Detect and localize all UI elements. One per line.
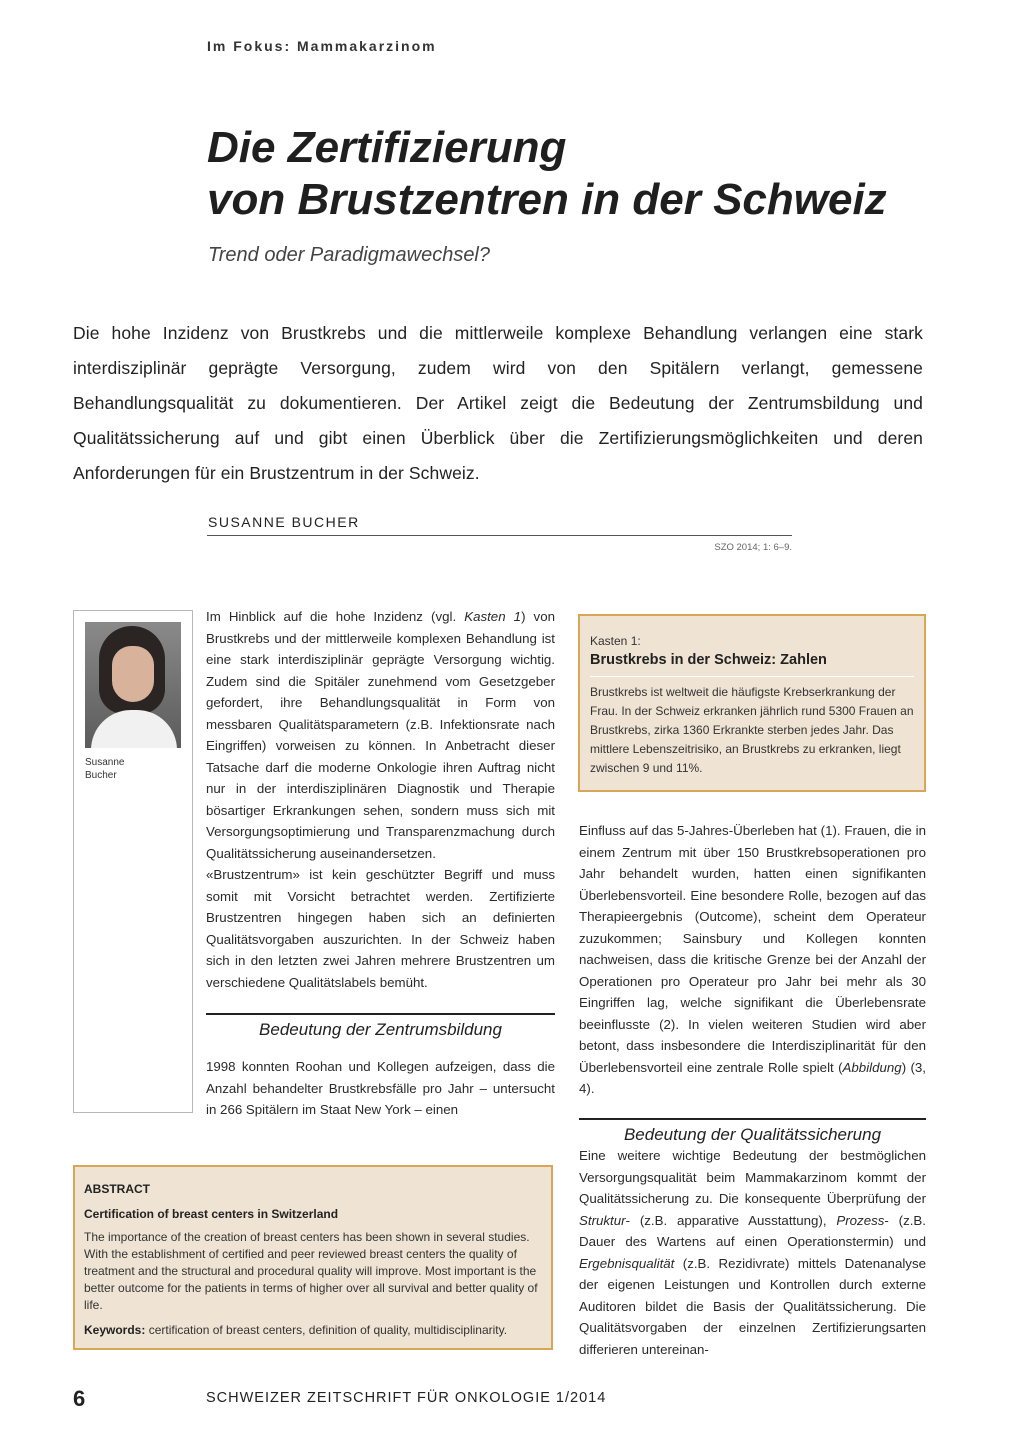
caption-first-name: Susanne [85, 757, 125, 768]
title-line-2: von Brustzentren in der Schweiz [207, 175, 887, 224]
column-1-top [206, 606, 555, 1041]
column-2 [579, 820, 926, 1360]
article-subtitle: Trend oder Paradigmawechsel? [208, 244, 491, 266]
abstract-keywords: Keywords: certification of breast centers, definition of quality, multidisciplinarity. [84, 1323, 508, 1337]
journal-name: SCHWEIZER ZEITSCHRIFT FÜR ONKOLOGIE 1/2014 [206, 1390, 607, 1406]
author-rule [207, 535, 792, 536]
kasten-ref: Kasten 1 [464, 609, 522, 624]
article-title [207, 122, 887, 226]
body-paragraph: «Brustzentrum» ist kein geschützter Begriff und muss somit mit Vorsicht betrachtet werden. Zertifizierte Brustzentren hingegen haben sich an definierten Qualitätsvorgaben auszurichten. In der Schweiz haben sich in den letzten zwei Jahren mehrere Brustzentren um verschiedene Qualitätslabels bemüht. [206, 867, 555, 990]
title-line-1: Die Zertifizierung [207, 123, 567, 172]
author-photo [85, 622, 181, 748]
abstract-title: Certification of breast centers in Switzerland [84, 1207, 339, 1221]
body-paragraph: Eine weitere wichtige Bedeutung der bestmöglichen Versorgungsqualität beim Mammakarzinom kommt der Qualitätssicherung zu. Die konsequente Überprüfung der Struktur- (z.B. apparative Ausstattung), Prozess- (z.B. Dauer des Wartens auf einen Operationstermin) und Ergebnisqualität (z.B. Rezidivrate) mittels Datenanalyse der eigenen Leistungen und Kontrollen durch externe Auditoren bildet die Basis der Qualitätssicherung. Die Qualitätsvorgaben der einzelnen Zertifizierungsarten differieren untereinan- [579, 1148, 926, 1357]
caption-last-name: Bucher [85, 770, 117, 781]
subhead-rule [206, 1013, 555, 1015]
kasten-rule [590, 676, 914, 677]
figure-ref: Abbildung [842, 1059, 902, 1075]
body-paragraph: Einfluss auf das 5-Jahres-Überleben hat (1). Frauen, die in einem Zentrum mit über 150 Brustkrebsoperationen pro Jahr behandelt wurden, hatten einen signifikanten Überlebensvorteil. Eine besondere Rolle, bezogen auf das Therapieergebnis (Outcome), scheint dem Operateur zuzukommen; Sainsbury und Kollegen konnten nachweisen, dass die kritische Grenze bei der Anzahl der Operationen pro Operateur pro Jahr bei mehr als 30 Eingriffen lag, welche signifikant die Überlebensrate beeinflusste (2). In vielen weiteren Studien wird aber betont, dass insbesondere die Interdisziplinarität für den Überlebensvorteil eine zentrale Rolle spielt (Abbildung) (3, 4). [579, 823, 926, 1096]
subhead-zentrumsbildung: Bedeutung der Zentrumsbildung [259, 1020, 502, 1039]
author-name: SUSANNE BUCHER [208, 514, 360, 530]
page-number: 6 [73, 1386, 86, 1411]
abstract-heading: ABSTRACT [84, 1182, 150, 1196]
lead-paragraph: Die hohe Inzidenz von Brustkrebs und die mittlerweile komplexe Behandlung verlangen eine stark interdisziplinär geprägte Versorgung, zudem wird von den Spitälern verlangt, gemessene Behandlungsqualität zu dokumentieren. Der Artikel zeigt die Bedeutung der Zentrumsbildung und Qualitätssicherung auf und gibt einen Überblick über die Zertifizierungsmöglichkeiten und deren Anforderungen für ein Brustzentrum in der Schweiz. [73, 323, 923, 483]
section-tag: Im Fokus: Mammakarzinom [207, 38, 437, 54]
abstract-text: The importance of the creation of breast centers has been shown in several studies. With the establishment of certified and peer reviewed breast centers the quality of treatment and the structural and procedural quality will improve. Most important is the better outcome for the patients in terms of higher over all survival and better quality of life. [84, 1230, 538, 1312]
photo-caption [85, 756, 145, 782]
body-paragraph: Im Hinblick auf die hohe Inzidenz (vgl. Kasten 1) von Brustkrebs und der mittlerweile komplexen Behandlung ist eine stark interdisziplinär geprägte Versorgung wichtig. Zudem sind die Spitäler zunehmend vom Gesetzgeber gefordert, ihre Behandlungsqualität in Form von messbaren Qualitätsparametern (z.B. Infektionsrate nach Eingriffen) vorweisen zu können. In Anbetracht dieser Tatsache darf die moderne Onkologie ihren Auftrag nicht nur in der interdisziplinären Diagnostik und Therapie bösartiger Erkrankungen sehen, sondern muss sich mit Versorgungsoptimierung und Transparenzmachung durch Qualitätssicherung auseinandersetzen. [206, 609, 555, 861]
kasten-title: Brustkrebs in der Schweiz: Zahlen [590, 652, 827, 668]
body-paragraph: 1998 konnten Roohan und Kollegen aufzeigen, dass die Anzahl behandelter Brustkrebsfälle pro Jahr – untersucht in 266 Spitälern im Staat New York – einen [206, 1059, 555, 1117]
column-1-bottom [206, 1056, 555, 1121]
subhead-qualitaetssicherung: Bedeutung der Qualitätssicherung [623, 1124, 882, 1144]
citation: SZO 2014; 1: 6–9. [714, 542, 792, 553]
kasten-label: Kasten 1: [590, 634, 641, 648]
subhead-rule [579, 1118, 926, 1120]
kasten-text: Brustkrebs ist weltweit die häufigste Krebserkrankung der Frau. In der Schweiz erkranken jährlich rund 5300 Frauen an Brustkrebs, zirka 1360 Erkrankte sterben jedes Jahr. Das mittlere Lebenszeitrisiko, an Brustkrebs zu erkranken, liegt zwischen 9 und 11%. [590, 685, 914, 775]
